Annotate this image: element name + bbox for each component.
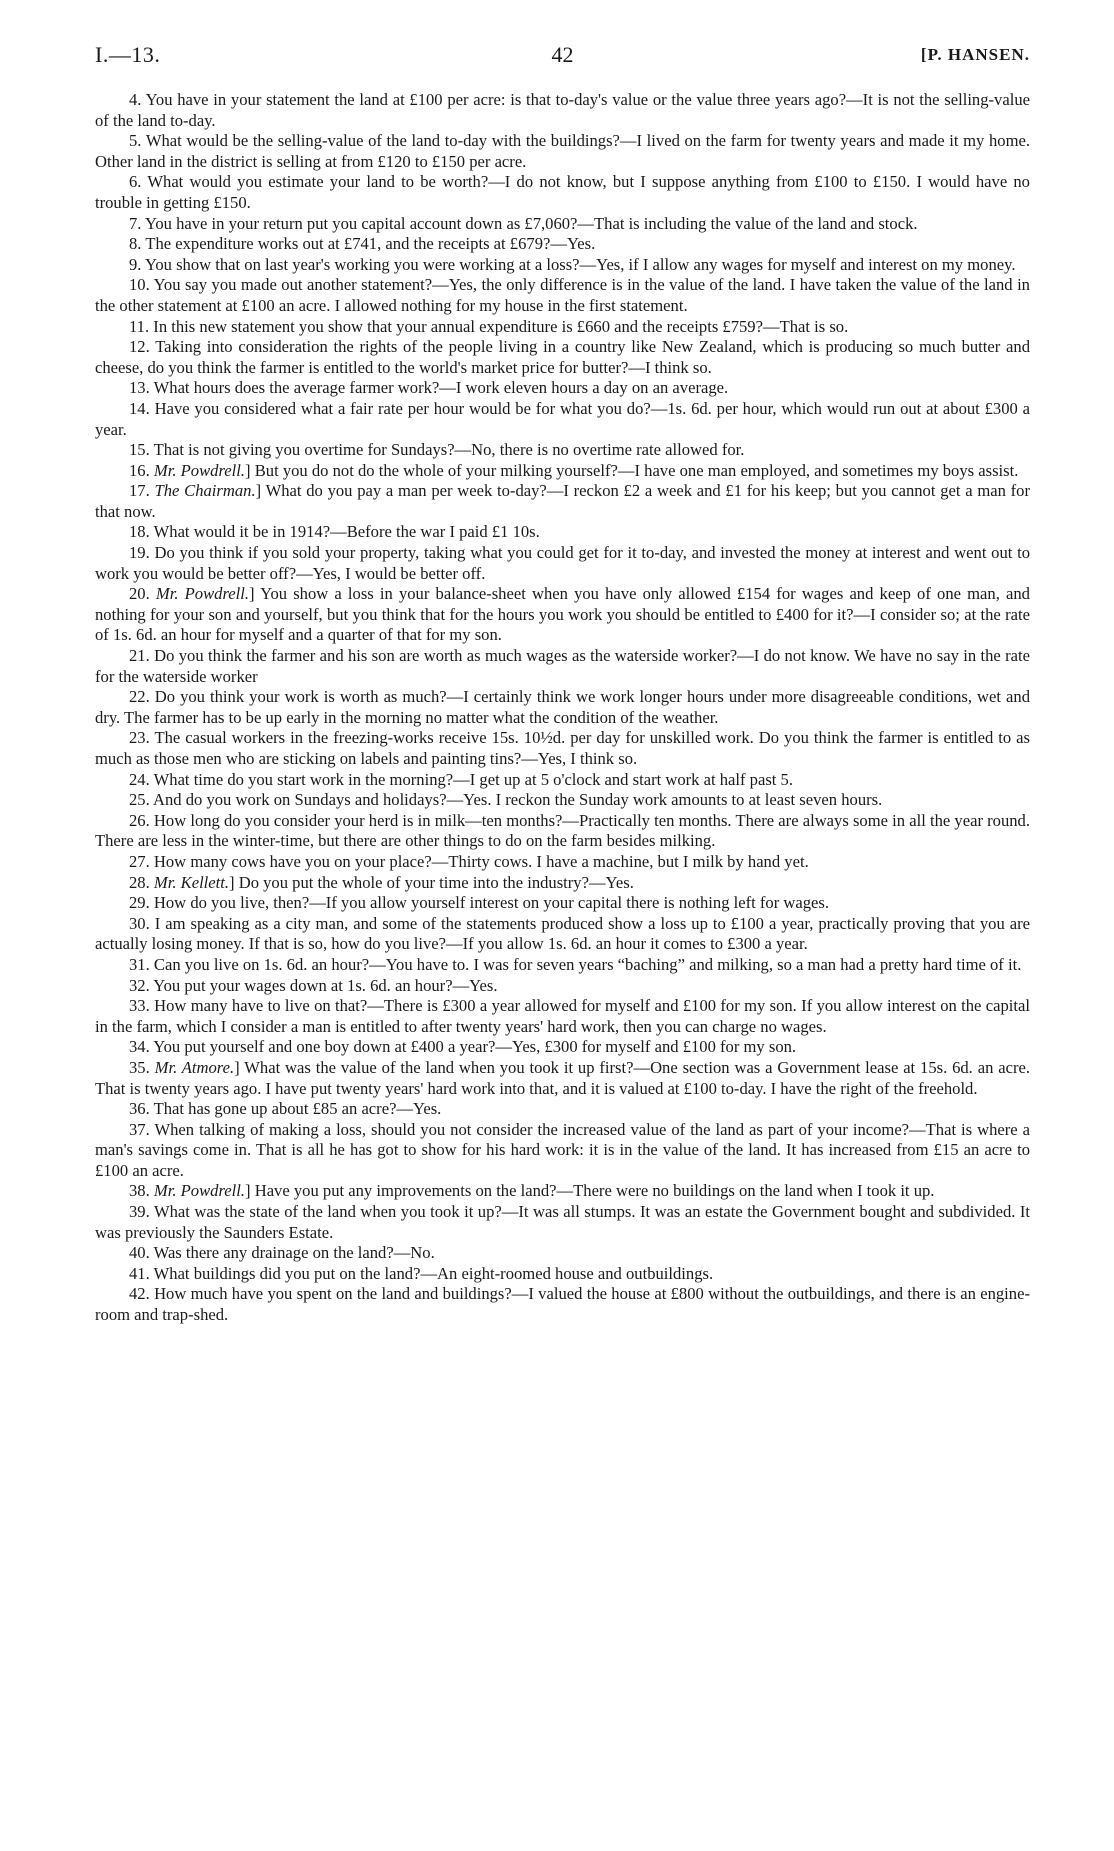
question-number: 34. — [129, 1037, 150, 1057]
question-answer-text: You put yourself and one boy down at £400 a year?—Yes, £300 for myself and £100 for my son. — [153, 1037, 797, 1057]
question-number: 37. — [129, 1119, 150, 1139]
question-answer-text: ] Have you put any improvements on the land?—There were no buildings on the land when I took it up. — [245, 1181, 935, 1201]
speaker-name: Mr. Powdrell. — [155, 584, 250, 604]
question-answer-text: What would you estimate your land to be worth?—I do not know, but I suppose anything from £100 to £150. I would have no trouble in getting £150. — [95, 172, 1030, 212]
question-answer-text: How many cows have you on your place?—Thirty cows. I have a machine, but I milk by hand yet. — [153, 851, 809, 871]
question-answer-text: Taking into consideration the rights of the people living in a country like New Zealand, which is producing so much butter and cheese, do you think the farmer is entitled to the world's market price for butter?—I think so. — [95, 337, 1030, 377]
question-number: 12. — [129, 337, 150, 357]
question-answer-text: That is not giving you overtime for Sundays?—No, there is no overtime rate allowed for. — [153, 440, 745, 460]
question-paragraph — [95, 584, 1030, 646]
question-paragraph — [95, 131, 1030, 172]
question-number: 33. — [129, 996, 150, 1016]
question-number: 29. — [129, 893, 150, 913]
question-number: 4. — [129, 90, 142, 109]
question-paragraph — [95, 337, 1030, 378]
question-paragraph — [95, 687, 1030, 728]
question-answer-text: How long do you consider your herd is in milk—ten months?—Practically ten months. There are always some in all the year round. There are less in the winter-time, but there are other things to do on the farm besides milking. — [95, 810, 1030, 851]
question-answer-text: ] You show a loss in your balance-sheet when you have only allowed £154 for wages and keep of one man, and nothing for your son and yourself, but you think that for the hours you work you should be entitled to £400 for it?—I consider so; at the rate of 1s. 6d. an hour for myself and a quarter of that for my son. — [95, 584, 1030, 645]
question-number: 30. — [129, 913, 150, 933]
question-number: 36. — [129, 1099, 150, 1119]
question-answer-text: Can you live on 1s. 6d. an hour?—You have to. I was for seven years “baching” and milking, so a man had a pretty hard time of it. — [153, 954, 1022, 974]
question-paragraph — [95, 90, 1030, 131]
question-paragraph — [95, 728, 1030, 769]
question-paragraph — [95, 1202, 1030, 1243]
question-number: 28. — [129, 872, 150, 892]
question-paragraph — [95, 811, 1030, 852]
question-paragraph — [95, 1120, 1030, 1182]
question-paragraph — [95, 996, 1030, 1037]
question-paragraph — [95, 893, 1030, 914]
question-paragraph — [95, 440, 1030, 461]
question-answer-text: The casual workers in the freezing-works receive 15s. 10½d. per day for unskilled work. Do you think the farmer is entitled to as much as those men who are sticking on labels and painting tins?—Yes, I think so. — [95, 728, 1031, 768]
question-paragraph — [95, 378, 1030, 399]
question-answer-text: ] Do you put the whole of your time into the industry?—Yes. — [229, 872, 634, 892]
question-paragraph — [95, 873, 1030, 894]
speaker-name: Mr. Powdrell. — [153, 460, 246, 480]
speaker-name: Mr. Powdrell. — [153, 1181, 246, 1201]
question-number: 35. — [129, 1057, 150, 1077]
question-answer-text: That has gone up about £85 an acre?—Yes. — [153, 1099, 442, 1119]
question-answer-text: You have in your statement the land at £100 per acre: is that to-day's value or the value three years ago?—It is not the selling-value of the land to-day. — [95, 90, 1030, 130]
question-answer-text: What would be the selling-value of the land to-day with the buildings?—I lived on the farm for twenty years and made it my home. Other land in the district is selling at from £120 to £150 per acre. — [95, 131, 1030, 171]
question-number: 9. — [129, 254, 142, 274]
question-paragraph — [95, 1264, 1030, 1285]
question-number: 6. — [129, 172, 142, 192]
question-paragraph — [95, 522, 1030, 543]
question-answer-text: Was there any drainage on the land?—No. — [153, 1243, 435, 1263]
question-answer-text: And do you work on Sundays and holidays?—Yes. I reckon the Sunday work amounts to at least seven hours. — [152, 790, 883, 810]
question-paragraph — [95, 1058, 1030, 1099]
question-paragraph — [95, 172, 1030, 213]
question-number: 19. — [129, 543, 150, 563]
question-paragraph — [95, 976, 1030, 997]
question-number: 15. — [129, 440, 150, 460]
question-paragraph — [95, 1037, 1030, 1058]
question-number: 20. — [129, 584, 150, 604]
question-answer-text: Do you think the farmer and his son are worth as much wages as the waterside worker?—I do not know. We have no say in the rate for the waterside worker — [95, 646, 1030, 686]
question-answer-text: ] What do you pay a man per week to-day?—I reckon £2 a week and £1 for his keep; but you cannot get a man for that now. — [95, 481, 1030, 521]
question-number: 27. — [129, 851, 150, 871]
question-number: 41. — [129, 1263, 150, 1283]
question-answer-text: ] But you do not do the whole of your milking yourself?—I have one man employed, and sometimes my boys assist. — [245, 460, 1019, 480]
page-header — [95, 42, 1030, 68]
question-paragraph — [95, 481, 1030, 522]
question-number: 7. — [129, 213, 142, 233]
question-number: 42. — [129, 1284, 150, 1304]
question-answer-text: Do you think your work is worth as much?—I certainly think we work longer hours under more disagreeable conditions, wet and dry. The farmer has to be up early in the morning no matter what the condition of the weather. — [95, 687, 1030, 727]
question-number: 21. — [129, 646, 150, 666]
question-answer-text: How do you live, then?—If you allow yourself interest on your capital there is nothing left for wages. — [153, 893, 830, 913]
question-number: 16. — [129, 460, 150, 480]
question-answer-text: How many have to live on that?—There is £300 a year allowed for myself and £100 for my son. If you allow interest on the capital in the farm, which I consider a man is entitled to after twenty years' hard work, then you can charge no wages. — [95, 996, 1030, 1036]
question-answer-text: The expenditure works out at £741, and the receipts at £679?—Yes. — [145, 234, 596, 254]
question-number: 23. — [129, 728, 150, 748]
question-paragraph — [95, 790, 1030, 811]
question-number: 39. — [129, 1202, 150, 1222]
question-paragraph — [95, 770, 1030, 791]
page-number: 42 — [551, 42, 574, 67]
question-paragraph — [95, 543, 1030, 584]
question-answer-text: ] What was the value of the land when you took it up first?—One section was a Government lease at 15s. 6d. an acre. That is twenty years ago. I have put twenty years' hard work into that, and it is valued at £100 to-day. I have the right of the freehold. — [95, 1057, 1030, 1098]
question-paragraph — [95, 461, 1030, 482]
question-number: 40. — [129, 1243, 150, 1263]
question-answer-text: Do you think if you sold your property, taking what you could get for it to-day, and invested the money at interest and went out to work you would be better off?—Yes, I would be better off. — [95, 543, 1030, 583]
testimony-body — [95, 90, 1030, 1326]
question-answer-text: What time do you start work in the morning?—I get up at 5 o'clock and start work at half past 5. — [153, 769, 793, 789]
speaker-name: Mr. Kellett. — [153, 872, 230, 892]
question-number: 26. — [129, 810, 150, 830]
speaker-name: Mr. Atmore. — [154, 1057, 235, 1077]
speaker-name: The Chairman. — [154, 481, 256, 501]
question-paragraph — [95, 214, 1030, 235]
question-paragraph — [95, 234, 1030, 255]
question-answer-text: You have in your return put you capital account down as £7,060?—That is including the value of the land and stock. — [145, 213, 918, 233]
question-paragraph — [95, 1099, 1030, 1120]
witness-name: [P. HANSEN. — [920, 45, 1030, 64]
question-paragraph — [95, 1243, 1030, 1264]
question-paragraph — [95, 1181, 1030, 1202]
paper-reference: I.—13. — [95, 42, 161, 67]
question-number: 5. — [129, 131, 142, 151]
question-number: 32. — [129, 975, 150, 995]
question-number: 22. — [129, 687, 150, 707]
question-number: 38. — [129, 1181, 150, 1201]
question-number: 25. — [129, 790, 150, 810]
question-paragraph — [95, 955, 1030, 976]
question-paragraph — [95, 1284, 1030, 1325]
question-number: 17. — [129, 481, 150, 501]
question-answer-text: I am speaking as a city man, and some of the statements produced show a loss up to £100 a year, practically proving that you are actually losing money. If that is so, how do you live?—If you allow 1s. 6d. an hour it comes to £300 a year. — [95, 913, 1030, 954]
question-answer-text: You show that on last year's working you were working at a loss?—Yes, if I allow any wages for myself and interest on my money. — [145, 254, 1016, 274]
question-number: 13. — [129, 378, 150, 398]
question-number: 11. — [129, 316, 150, 336]
question-paragraph — [95, 399, 1030, 440]
question-number: 24. — [129, 769, 150, 789]
question-answer-text: When talking of making a loss, should you not consider the increased value of the land as part of your income?—That is where a man's savings come in. That is all he has got to show for his hard work: it is in the value of the land. It has increased from £15 an acre to £100 an acre. — [95, 1119, 1030, 1180]
question-paragraph — [95, 914, 1030, 955]
question-answer-text: What hours does the average farmer work?—I work eleven hours a day on an average. — [153, 378, 729, 398]
question-answer-text: You say you made out another statement?—Yes, the only difference is in the value of the land. I have taken the value of the land in the other statement at £100 an acre. I allowed nothing for my house in the first statement. — [95, 275, 1030, 315]
question-answer-text: What buildings did you put on the land?—An eight-roomed house and outbuildings. — [153, 1263, 714, 1283]
question-paragraph — [95, 255, 1030, 276]
question-number: 14. — [129, 398, 150, 418]
question-answer-text: Have you considered what a fair rate per hour would be for what you do?—1s. 6d. per hour, which would run out at about £300 a year. — [95, 398, 1030, 439]
question-number: 8. — [129, 234, 142, 254]
question-paragraph — [95, 646, 1030, 687]
question-answer-text: In this new statement you show that your annual expenditure is £660 and the receipts £759?—That is so. — [153, 316, 849, 336]
question-answer-text: What was the state of the land when you took it up?—It was all stumps. It was an estate the Government bought and subdivided. It was previously the Saunders Estate. — [95, 1202, 1030, 1242]
question-answer-text: You put your wages down at 1s. 6d. an hour?—Yes. — [153, 975, 498, 995]
question-number: 18. — [129, 522, 150, 542]
question-paragraph — [95, 852, 1030, 873]
question-paragraph — [95, 275, 1030, 316]
question-answer-text: What would it be in 1914?—Before the war I paid £1 10s. — [153, 522, 540, 542]
question-answer-text: How much have you spent on the land and buildings?—I valued the house at £800 without the outbuildings, and there is an engine-room and trap-shed. — [95, 1284, 1030, 1325]
question-paragraph — [95, 317, 1030, 338]
question-number: 10. — [129, 275, 150, 295]
question-number: 31. — [129, 954, 150, 974]
